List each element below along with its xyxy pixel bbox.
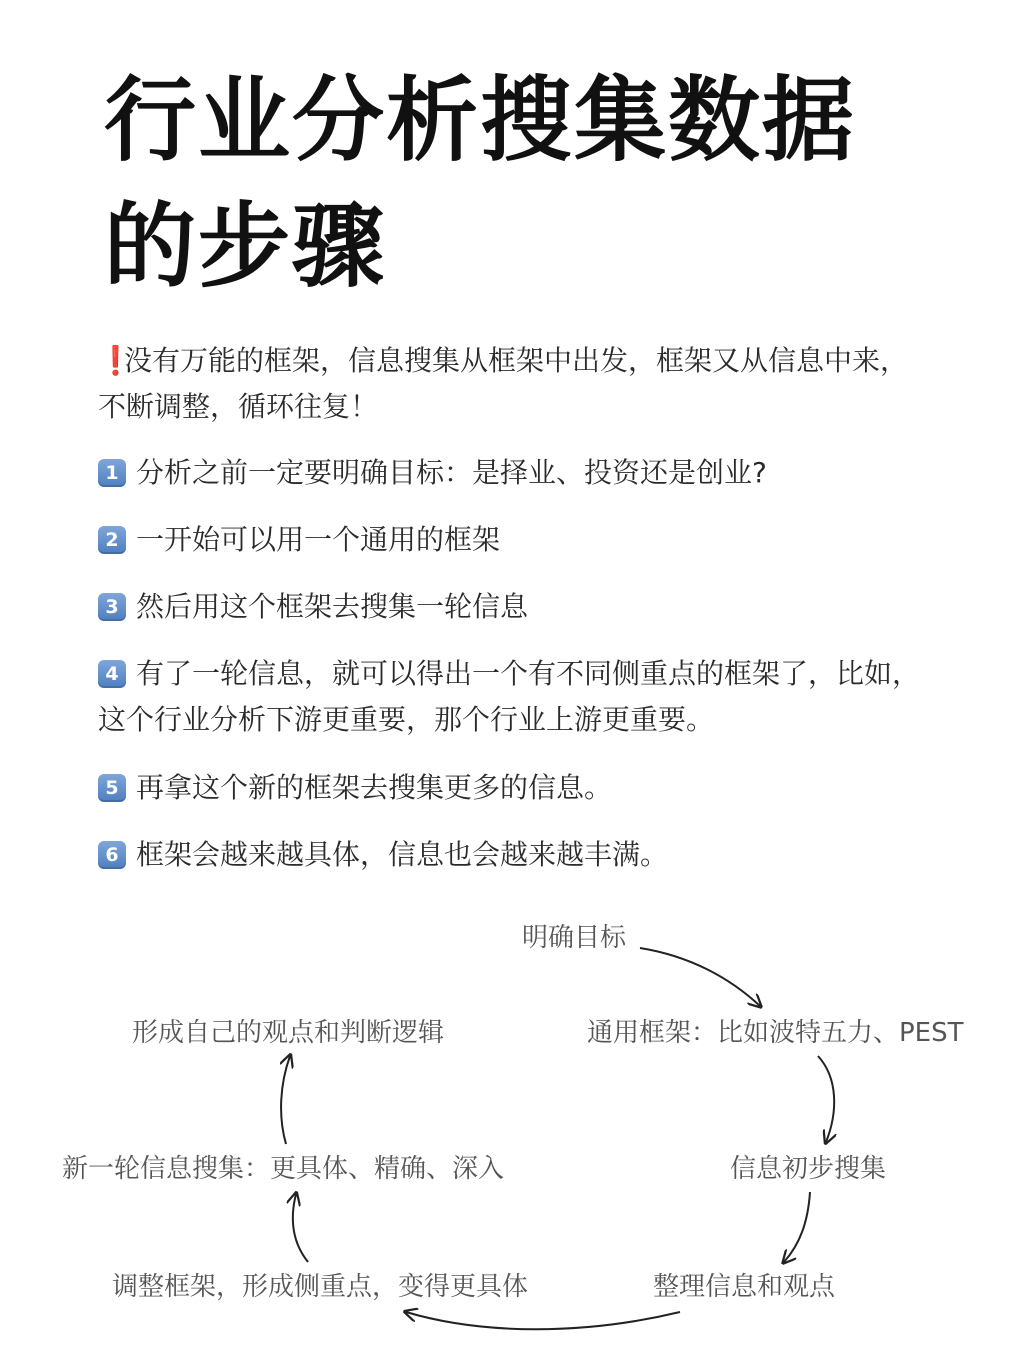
step-4 [98, 651, 928, 743]
number-1-icon: 1 [98, 459, 126, 487]
flow-node-goal: 明确目标 [522, 923, 627, 953]
step-3 [98, 584, 928, 630]
arrow-initial-to-organize [784, 1192, 810, 1262]
number-6-icon: 6 [98, 841, 126, 869]
step-2 [98, 517, 928, 563]
red-exclamation-icon: ❗ [98, 344, 133, 377]
arrow-goal-to-framework [640, 948, 760, 1006]
step-4-text: 有了一轮信息，就可以得出一个有不同侧重点的框架了，比如，这个行业分析下游更重要，那个行业上游更重要。 [98, 657, 921, 736]
intro-note [98, 338, 928, 430]
flow-node-adjust: 调整框架，形成侧重点，变得更具体 [112, 1272, 529, 1302]
arrow-organize-to-adjust [406, 1312, 680, 1329]
step-3-text: 然后用这个框架去搜集一轮信息 [136, 590, 529, 623]
flow-node-conclusion: 形成自己的观点和判断逻辑 [132, 1018, 445, 1048]
arrow-new-round-to-conclusion [281, 1056, 290, 1144]
step-6 [98, 832, 928, 878]
flow-node-initial-collect: 信息初步搜集 [730, 1154, 887, 1184]
step-5-text: 再拿这个新的框架去搜集更多的信息。 [136, 771, 613, 804]
flow-node-organize: 整理信息和观点 [653, 1272, 836, 1302]
page-title: 行业分析搜集数据的步骤 [104, 67, 857, 300]
step-6-text: 框架会越来越具体，信息也会越来越丰满。 [136, 838, 669, 871]
step-1-text: 分析之前一定要明确目标：是择业、投资还是创业? [136, 456, 767, 489]
flow-node-framework: 通用框架：比如波特五力、PEST [587, 1018, 964, 1048]
number-2-icon: 2 [98, 526, 126, 554]
step-1 [98, 450, 928, 496]
intro-text: 没有万能的框架，信息搜集从框架中出发，框架又从信息中来，不断调整，循环往复！ [98, 344, 909, 423]
number-3-icon: 3 [98, 593, 126, 621]
step-5 [98, 765, 928, 811]
flow-node-new-round: 新一轮信息搜集：更具体、精确、深入 [62, 1154, 505, 1184]
arrow-adjust-to-new-round [293, 1194, 308, 1262]
step-2-text: 一开始可以用一个通用的框架 [136, 523, 501, 556]
number-5-icon: 5 [98, 774, 126, 802]
number-4-icon: 4 [98, 660, 126, 688]
arrow-framework-to-initial [818, 1056, 834, 1142]
